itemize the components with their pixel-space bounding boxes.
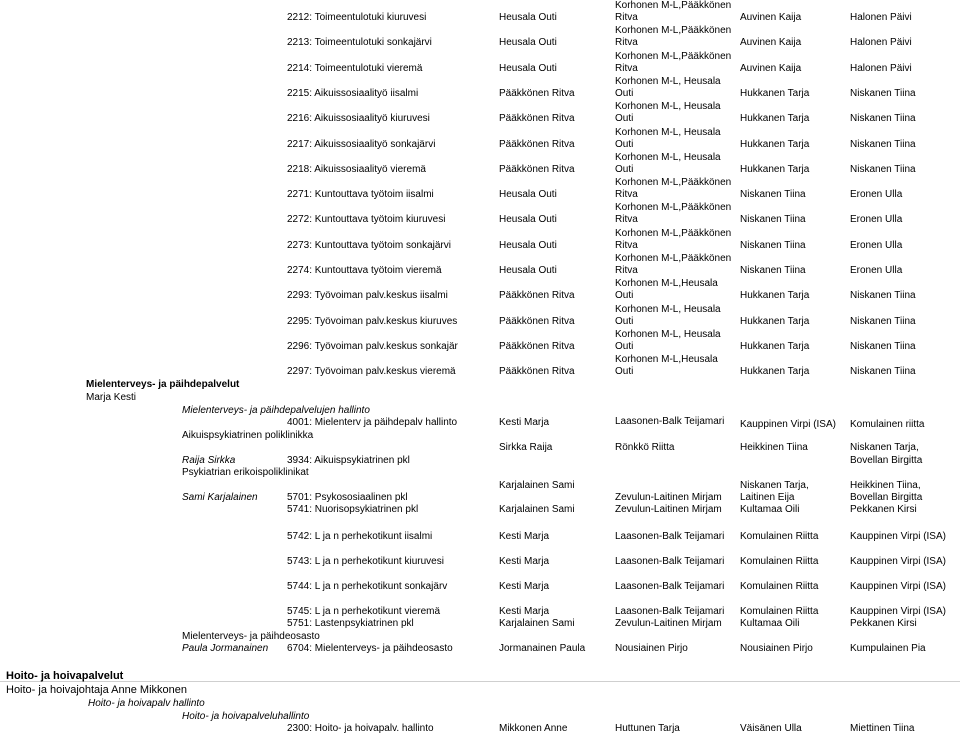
unit-cell: 2271: Kuntouttava työtoim iisalmi bbox=[287, 189, 434, 201]
person-cell-1: Pääkkönen Ritva bbox=[499, 163, 575, 175]
person-cell-2-line1: Korhonen M-L, Heusala bbox=[615, 151, 721, 163]
person-cell-4: Niskanen Tiina bbox=[850, 315, 916, 327]
group-contact: Sami Karjalainen bbox=[182, 492, 258, 503]
person-cell-4: Halonen Päivi bbox=[850, 12, 912, 23]
section-divider bbox=[0, 681, 960, 682]
person-cell-4: Niskanen Tiina bbox=[850, 290, 916, 302]
person-cell-2-line2: Outi bbox=[615, 290, 634, 302]
person-cell-1: Pääkkönen Ritva bbox=[499, 138, 575, 150]
person-cell-3: Niskanen Tarja, bbox=[740, 480, 809, 491]
unit-cell: 2216: Aikuissosiaalityö kiuruvesi bbox=[287, 113, 430, 125]
person-cell-4: Kauppinen Virpi (ISA) bbox=[850, 606, 946, 617]
person-cell-1: Heusala Outi bbox=[499, 189, 557, 201]
person-cell-3: Hukkanen Tarja bbox=[740, 290, 810, 302]
person-cell-3: Kultamaa Oili bbox=[740, 618, 800, 629]
person-cell-2-line1: Korhonen M-L,Pääkkönen bbox=[615, 227, 732, 239]
unit-cell: 2297: Työvoiman palv.keskus vieremä bbox=[287, 366, 456, 378]
person-cell-2-line1: Korhonen M-L,Pääkkönen bbox=[615, 0, 732, 11]
subgroup-heading: Hoito- ja hoivapalv hallinto bbox=[88, 698, 205, 709]
person-cell-2-line2: Ritva bbox=[615, 189, 638, 201]
person-cell-1: Karjalainen Sami bbox=[499, 618, 575, 629]
person-cell-4: Bovellan Birgitta bbox=[850, 492, 923, 503]
person-cell-2-line2: Outi bbox=[615, 87, 634, 99]
unit-cell: 2213: Toimeentulotuki sonkajärvi bbox=[287, 37, 432, 49]
group-contact: Raija Sirkka bbox=[182, 455, 236, 466]
group-heading: Aikuispsykiatrinen poliklinikka bbox=[182, 430, 314, 441]
person-cell-2: Laasonen-Balk Teijamari bbox=[615, 581, 725, 592]
person-cell-2: Laasonen-Balk Teijamari bbox=[615, 531, 725, 542]
person-cell-4: Halonen Päivi bbox=[850, 62, 912, 74]
person-cell-3: Laitinen Eija bbox=[740, 492, 795, 503]
person-cell-1: Kesti Marja bbox=[499, 556, 550, 567]
unit-cell: 5741: Nuorisopsykiatrinen pkl bbox=[287, 504, 419, 515]
person-cell-2: Rönkkö Riitta bbox=[615, 442, 675, 453]
person-cell-1: Sirkka Raija bbox=[499, 442, 553, 453]
person-cell-1: Pääkkönen Ritva bbox=[499, 113, 575, 125]
person-cell-4: Kauppinen Virpi (ISA) bbox=[850, 581, 946, 592]
unit-cell: 4001: Mielenterv ja päihdepalv hallinto bbox=[287, 417, 458, 428]
person-cell-3: Väisänen Ulla bbox=[740, 723, 802, 734]
person-cell-1: Kesti Marja bbox=[499, 417, 550, 428]
person-cell-1: Heusala Outi bbox=[499, 37, 557, 49]
person-cell-4: Pekkanen Kirsi bbox=[850, 618, 917, 629]
person-cell-3: Niskanen Tiina bbox=[740, 239, 806, 251]
person-cell-1: Pääkkönen Ritva bbox=[499, 87, 575, 99]
person-cell-3: Niskanen Tiina bbox=[740, 265, 806, 276]
person-cell-2-line1: Korhonen M-L, Heusala bbox=[615, 303, 721, 315]
person-cell-3: Komulainen Riitta bbox=[740, 556, 819, 567]
person-cell-2-line2: Outi bbox=[615, 138, 634, 150]
person-cell-4: Halonen Päivi bbox=[850, 37, 912, 49]
person-cell-3: Niskanen Tiina bbox=[740, 214, 806, 226]
unit-cell: 2300: Hoito- ja hoivapalv. hallinto bbox=[287, 723, 434, 734]
person-cell-4: Komulainen riitta bbox=[850, 419, 925, 430]
person-cell-1: Karjalainen Sami bbox=[499, 480, 575, 491]
person-cell-3: Auvinen Kaija bbox=[740, 12, 802, 23]
section-manager: Marja Kesti bbox=[86, 392, 137, 403]
section-title: Hoito- ja hoivapalvelut bbox=[6, 670, 124, 682]
person-cell-4: Niskanen Tiina bbox=[850, 340, 916, 352]
person-cell-4: Eronen Ulla bbox=[850, 239, 903, 251]
person-cell-2-line1: Korhonen M-L,Pääkkönen bbox=[615, 202, 732, 214]
person-cell-2-line1: Korhonen M-L,Pääkkönen bbox=[615, 25, 732, 37]
unit-cell: 2272: Kuntouttava työtoim kiuruvesi bbox=[287, 214, 446, 226]
person-cell-2: Zevulun-Laitinen Mirjam bbox=[615, 618, 722, 629]
person-cell-3: Niskanen Tiina bbox=[740, 189, 806, 201]
person-cell-2: Zevulun-Laitinen Mirjam bbox=[615, 492, 722, 503]
person-cell-2: Huttunen Tarja bbox=[615, 723, 680, 734]
person-cell-2-line2: Outi bbox=[615, 366, 634, 378]
person-cell-4: Eronen Ulla bbox=[850, 214, 903, 226]
unit-cell: 2293: Työvoiman palv.keskus iisalmi bbox=[287, 290, 448, 302]
person-cell-3: Auvinen Kaija bbox=[740, 37, 802, 49]
person-cell-2-line1: Korhonen M-L,Pääkkönen bbox=[615, 50, 732, 62]
unit-cell: 2295: Työvoiman palv.keskus kiuruves bbox=[287, 315, 458, 327]
person-cell-3: Komulainen Riitta bbox=[740, 581, 819, 592]
person-cell-4: Niskanen Tiina bbox=[850, 113, 916, 125]
person-cell-3: Hukkanen Tarja bbox=[740, 163, 810, 175]
person-cell-2-line1: Korhonen M-L,Pääkkönen bbox=[615, 177, 732, 189]
person-cell-2-line2: Outi bbox=[615, 113, 634, 125]
person-cell-1: Heusala Outi bbox=[499, 214, 557, 226]
person-cell-3: Komulainen Riitta bbox=[740, 606, 819, 617]
person-cell-1: Kesti Marja bbox=[499, 581, 550, 592]
person-cell-4: Heikkinen Tiina, bbox=[850, 480, 921, 491]
person-cell-2: Zevulun-Laitinen Mirjam bbox=[615, 504, 722, 515]
person-cell-2: Laasonen-Balk Teijamari bbox=[615, 556, 725, 567]
section-title: Mielenterveys- ja päihdepalvelut bbox=[86, 379, 240, 390]
unit-cell: 5744: L ja n perhekotikunt sonkajärv bbox=[287, 581, 448, 592]
person-cell-4: Kumpulainen Pia bbox=[850, 643, 926, 654]
person-cell-3: Hukkanen Tarja bbox=[740, 340, 810, 352]
person-cell-2-line2: Ritva bbox=[615, 12, 638, 23]
group-heading: Mielenterveys- ja päihdeosasto bbox=[182, 631, 320, 642]
unit-cell: 2217: Aikuissosiaalityö sonkajärvi bbox=[287, 138, 436, 150]
unit-cell: 2296: Työvoiman palv.keskus sonkajär bbox=[287, 340, 458, 352]
person-cell-2-line2: Outi bbox=[615, 315, 634, 327]
person-cell-4-line1: Niskanen Tarja, bbox=[850, 442, 919, 453]
person-cell-2-line2: Ritva bbox=[615, 239, 638, 251]
person-cell-1: Pääkkönen Ritva bbox=[499, 366, 575, 378]
section-leader: Hoito- ja hoivajohtaja Anne Mikkonen bbox=[6, 684, 188, 696]
person-cell-2: Laasonen-Balk Teijamari bbox=[615, 416, 725, 427]
person-cell-1: Pääkkönen Ritva bbox=[499, 290, 575, 302]
unit-cell: 2273: Kuntouttava työtoim sonkajärvi bbox=[287, 239, 451, 251]
person-cell-3: Hukkanen Tarja bbox=[740, 113, 810, 125]
unit-cell: 5751: Lastenpsykiatrinen pkl bbox=[287, 618, 414, 629]
person-cell-2-line1: Korhonen M-L,Heusala bbox=[615, 278, 718, 290]
person-cell-1: Jormanainen Paula bbox=[499, 643, 586, 654]
person-cell-2-line2: Ritva bbox=[615, 214, 638, 226]
person-cell-3: Nousiainen Pirjo bbox=[740, 643, 813, 654]
person-cell-4-line2: Bovellan Birgitta bbox=[850, 455, 923, 466]
person-cell-4: Miettinen Tiina bbox=[850, 723, 915, 734]
person-cell-1: Kesti Marja bbox=[499, 606, 550, 617]
person-cell-3: Hukkanen Tarja bbox=[740, 366, 810, 378]
person-cell-1: Kesti Marja bbox=[499, 531, 550, 542]
person-cell-4: Kauppinen Virpi (ISA) bbox=[850, 556, 946, 567]
person-cell-2: Nousiainen Pirjo bbox=[615, 643, 688, 654]
person-cell-4: Kauppinen Virpi (ISA) bbox=[850, 531, 946, 542]
person-cell-3: Kultamaa Oili bbox=[740, 504, 800, 515]
person-cell-2-line2: Ritva bbox=[615, 62, 638, 74]
person-cell-2-line2: Ritva bbox=[615, 37, 638, 49]
person-cell-2-line1: Korhonen M-L, Heusala bbox=[615, 75, 721, 87]
person-cell-2-line1: Korhonen M-L,Pääkkönen bbox=[615, 253, 732, 264]
person-cell-2-line2: Outi bbox=[615, 163, 634, 175]
person-cell-3: Hukkanen Tarja bbox=[740, 87, 810, 99]
unit-cell: 5745: L ja n perhekotikunt vieremä bbox=[287, 606, 441, 617]
person-cell-2: Laasonen-Balk Teijamari bbox=[615, 606, 725, 617]
group-contact: Paula Jormanainen bbox=[182, 643, 269, 654]
person-cell-3: Hukkanen Tarja bbox=[740, 138, 810, 150]
person-cell-1: Mikkonen Anne bbox=[499, 723, 568, 734]
person-cell-1: Karjalainen Sami bbox=[499, 504, 575, 515]
group-heading: Psykiatrian erikoispoliklinikat bbox=[182, 467, 309, 478]
person-cell-1: Heusala Outi bbox=[499, 265, 557, 276]
person-cell-2-line1: Korhonen M-L,Heusala bbox=[615, 354, 718, 366]
person-cell-4: Eronen Ulla bbox=[850, 265, 903, 276]
person-cell-1: Heusala Outi bbox=[499, 239, 557, 251]
person-cell-2-line2: Ritva bbox=[615, 265, 638, 276]
unit-cell: 6704: Mielenterveys- ja päihdeosasto bbox=[287, 643, 453, 654]
person-cell-3: Kauppinen Virpi (ISA) bbox=[740, 419, 836, 430]
person-cell-3: Komulainen Riitta bbox=[740, 531, 819, 542]
person-cell-3: Heikkinen Tiina bbox=[740, 442, 808, 453]
person-cell-4: Niskanen Tiina bbox=[850, 87, 916, 99]
unit-cell: 5701: Psykososiaalinen pkl bbox=[287, 492, 408, 503]
group-heading: Mielenterveys- ja päihdepalvelujen hallinto bbox=[182, 405, 370, 416]
person-cell-4: Niskanen Tiina bbox=[850, 366, 916, 378]
person-cell-4: Niskanen Tiina bbox=[850, 163, 916, 175]
person-cell-1: Heusala Outi bbox=[499, 62, 557, 74]
person-cell-1: Pääkkönen Ritva bbox=[499, 315, 575, 327]
person-cell-3: Hukkanen Tarja bbox=[740, 315, 810, 327]
person-cell-4: Pekkanen Kirsi bbox=[850, 504, 917, 515]
person-cell-2-line2: Outi bbox=[615, 340, 634, 352]
unit-cell: 2218: Aikuissosiaalityö vieremä bbox=[287, 163, 426, 175]
unit-cell: 2212: Toimeentulotuki kiuruvesi bbox=[287, 12, 427, 23]
subgroup-heading: Hoito- ja hoivapalveluhallinto bbox=[182, 711, 310, 722]
person-cell-3: Auvinen Kaija bbox=[740, 62, 802, 74]
person-cell-4: Eronen Ulla bbox=[850, 189, 903, 201]
person-cell-1: Heusala Outi bbox=[499, 12, 557, 23]
unit-cell: 2215: Aikuissosiaalityö iisalmi bbox=[287, 87, 419, 99]
unit-cell: 2274: Kuntouttava työtoim vieremä bbox=[287, 265, 442, 276]
person-cell-2-line1: Korhonen M-L, Heusala bbox=[615, 126, 721, 138]
person-cell-1: Pääkkönen Ritva bbox=[499, 340, 575, 352]
person-cell-4: Niskanen Tiina bbox=[850, 138, 916, 150]
unit-cell: 5742: L ja n perhekotikunt iisalmi bbox=[287, 531, 433, 542]
unit-cell: 5743: L ja n perhekotikunt kiuruvesi bbox=[287, 556, 444, 567]
person-cell-2-line1: Korhonen M-L, Heusala bbox=[615, 101, 721, 113]
unit-cell: 3934: Aikuispsykiatrinen pkl bbox=[287, 455, 410, 466]
person-cell-2-line1: Korhonen M-L, Heusala bbox=[615, 328, 721, 340]
unit-cell: 2214: Toimeentulotuki vieremä bbox=[287, 62, 423, 74]
